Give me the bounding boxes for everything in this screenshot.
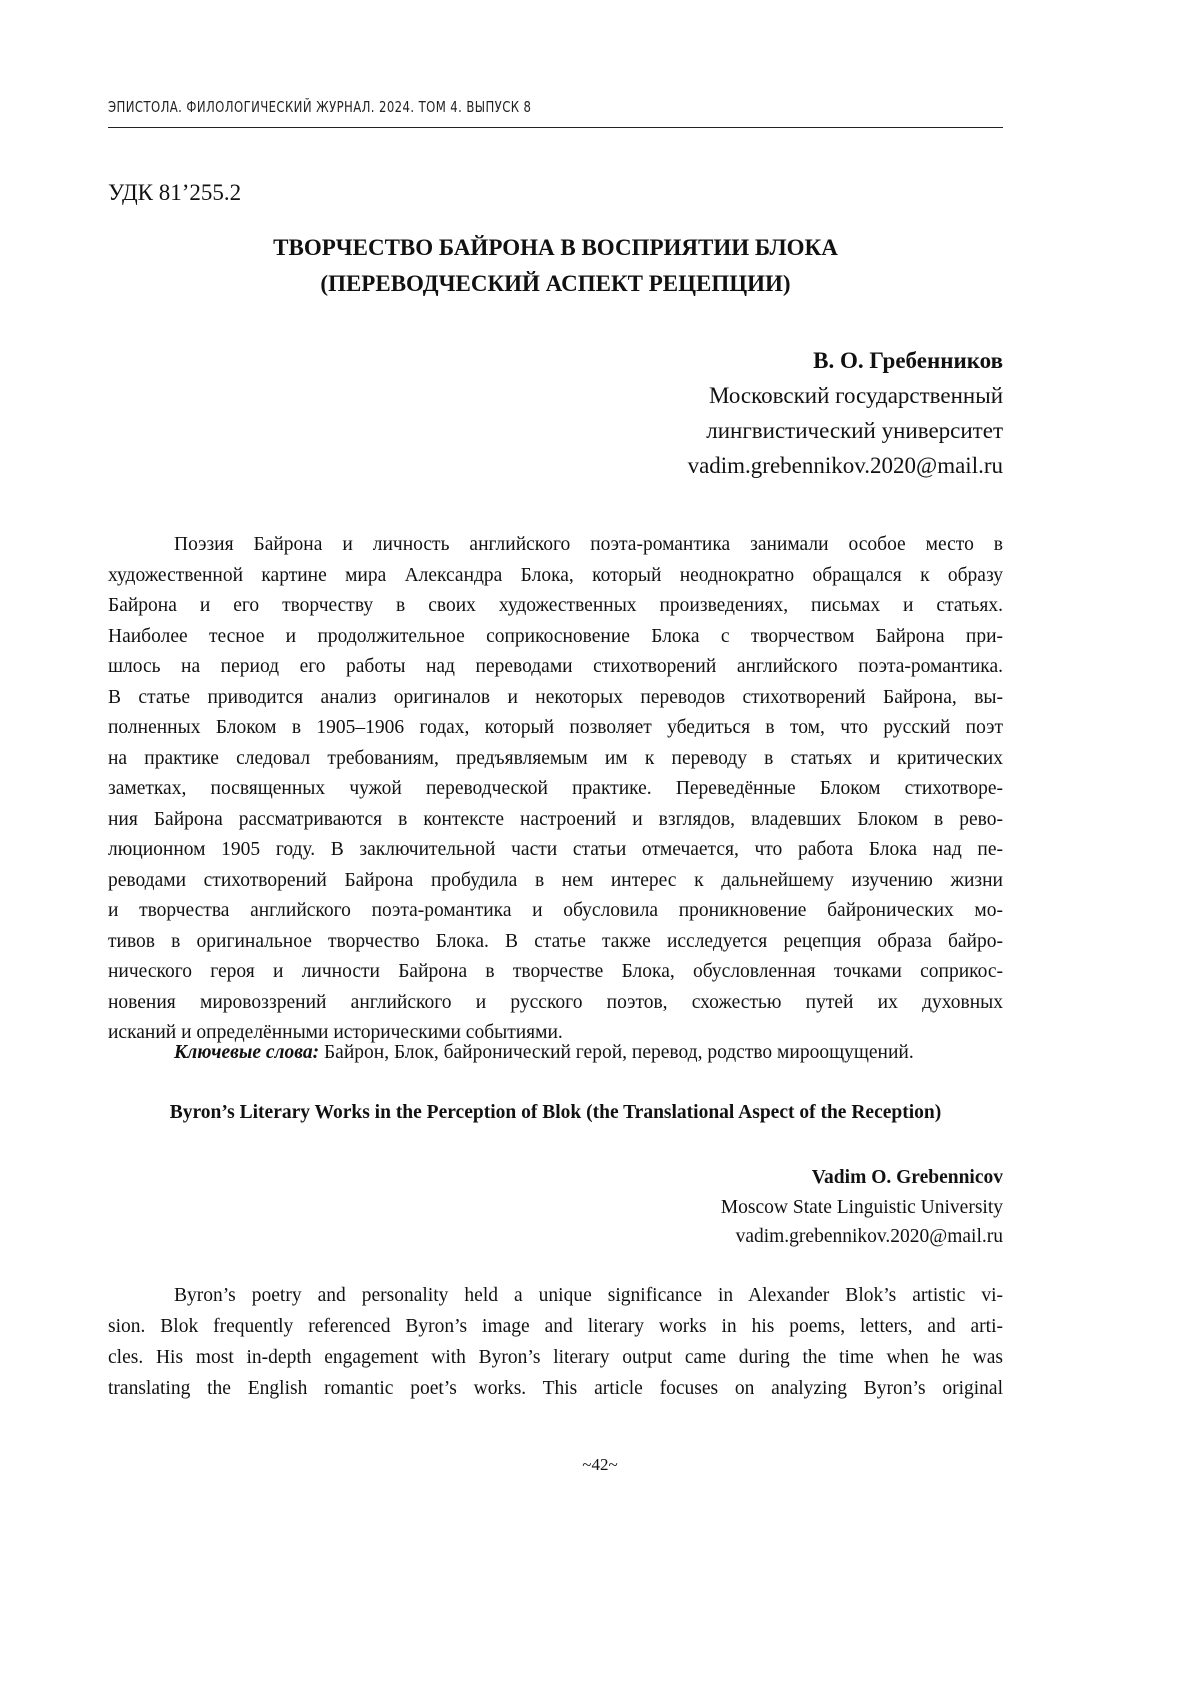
text-line: художественной картине мира Александра Блока, который неоднократно обращался к образу [108,561,1003,592]
text-line: и творчества английского поэта-романтика и обусловила проникновение байронических мо- [108,896,1003,927]
text-line: реводами стихотворений Байрона пробудила в нем интерес к дальнейшему изучению жизни [108,866,1003,897]
keywords-text: Байрон, Блок, байронический герой, перевод, родство мироощущений. [319,1042,914,1063]
text-line: новения мировоззрений английского и русского поэтов, схожестью путей их духовных [108,988,1003,1019]
affiliation-line: лингвистический университет [688,413,1003,448]
running-header: ЭПИСТОЛА. ФИЛОЛОГИЧЕСКИЙ ЖУРНАЛ. 2024. ТОМ 4. ВЫПУСК 8 [108,98,531,116]
text-line: нического героя и личности Байрона в творчестве Блока, обусловленная точками соприкос- [108,957,1003,988]
page-number: ~42~ [0,1455,1200,1475]
text-line: sion. Blok frequently referenced Byron’s image and literary works in his poems, letters, and arti- [108,1311,1003,1342]
article-title-ru [108,230,1003,302]
title-line: ТВОРЧЕСТВО БАЙРОНА В ВОСПРИЯТИИ БЛОКА [108,230,1003,266]
text-line: шлось на период его работы над переводами стихотворений английского поэта-романтика. [108,652,1003,683]
author-email[interactable]: vadim.grebennikov.2020@mail.ru [688,448,1003,483]
text-line: Наиболее тесное и продолжительное соприкосновение Блока с творчеством Байрона при- [108,622,1003,653]
text-line: тивов в оригинальное творчество Блока. В статье также исследуется рецепция образа байро- [108,927,1003,958]
text-line: ния Байрона рассматриваются в контексте настроений и взглядов, владевших Блоком в рево- [108,805,1003,836]
abstract-ru [108,530,1003,1049]
text-line: полненных Блоком в 1905–1906 годах, который позволяет убедиться в том, что русский поэт [108,713,1003,744]
author-email[interactable]: vadim.grebennikov.2020@mail.ru [721,1222,1003,1252]
author-name: В. О. Гребенников [688,343,1003,378]
text-line: cles. His most in-depth engagement with Byron’s literary output came during the time when he was [108,1342,1003,1373]
text-line: люционном 1905 году. В заключительной части статьи отмечается, что работа Блока над пе- [108,835,1003,866]
article-title-en: Byron’s Literary Works in the Perception of Blok (the Translational Aspect of the Reception) [108,1102,1003,1124]
document-page [0,0,1200,1697]
author-block-ru [688,343,1003,483]
text-line: translating the English romantic poet’s works. This article focuses on analyzing Byron’s original [108,1373,1003,1404]
author-name: Vadim O. Grebennicov [721,1163,1003,1193]
text-line: Byron’s poetry and personality held a unique significance in Alexander Blok’s artistic vi- [108,1280,1003,1311]
text-line: Поэзия Байрона и личность английского поэта-романтика занимали особое место в [108,530,1003,561]
text-line: на практике следовал требованиям, предъявляемым им к переводу в статьях и критических [108,744,1003,775]
text-line: заметках, посвященных чужой переводческой практике. Переведённые Блоком стихотворе- [108,774,1003,805]
affiliation: Moscow State Linguistic University [721,1193,1003,1223]
keywords-ru [174,1042,914,1064]
title-line: (ПЕРЕВОДЧЕСКИЙ АСПЕКТ РЕЦЕПЦИИ) [108,266,1003,302]
abstract-en [108,1280,1003,1404]
text-line: В статье приводится анализ оригиналов и некоторых переводов стихотворений Байрона, вы- [108,683,1003,714]
author-block-en [721,1163,1003,1252]
udk-code: УДК 81’255.2 [108,180,241,206]
text-line: исканий и определёнными историческими событиями. [108,1018,1003,1049]
text-line: Байрона и его творчеству в своих художественных произведениях, письмах и статьях. [108,591,1003,622]
affiliation-line: Московский государственный [688,378,1003,413]
keywords-label: Ключевые слова: [174,1042,319,1063]
header-rule [108,127,1003,128]
